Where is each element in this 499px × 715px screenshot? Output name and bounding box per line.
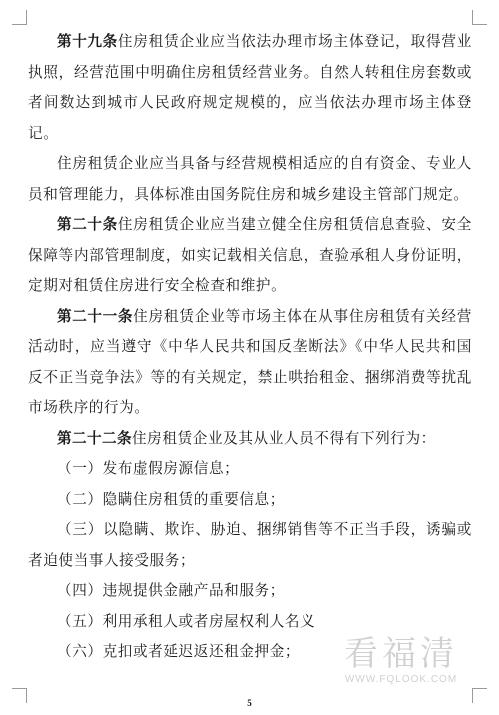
list-item: （六）克扣或者延迟返还租金押金； <box>57 643 301 660</box>
paragraph-text: 住房租赁企业及其从业人员不得有下列行为： <box>131 429 436 447</box>
page-number: 5 <box>247 698 252 708</box>
article-heading: 第二十条 <box>57 216 118 233</box>
paragraph-article-19 <box>28 27 472 149</box>
document-body <box>28 27 472 668</box>
paragraph-text: 住房租赁企业应当依法办理市场主体登记，取得营业执照，经营范围中明确住房租赁经营业务。自然人转租住房套数或者间数达到城市人民政府规定规模的，应当依法办理市场主体登记。 <box>28 33 472 142</box>
article-heading: 第十九条 <box>57 33 118 50</box>
paragraph-article-22 <box>28 424 472 455</box>
list-item: （二）隐瞒住房租赁的重要信息； <box>57 490 285 508</box>
list-item: （五）利用承租人或者房屋权利人名义 <box>57 612 316 630</box>
paragraph-article-19-part-2 <box>28 149 472 210</box>
paragraph-text: 住房租赁企业应当建立健全住房租赁信息查验、安全保障等内部管理制度，如实记载相关信息，查验承租人身份证明，定期对租赁住房进行安全检查和维护。 <box>28 216 472 294</box>
article-heading: 第二十一条 <box>57 307 134 325</box>
paragraph-text: 住房租赁企业等市场主体在从事住房租赁有关经营活动时，应当遵守《中华人民共和国反垄断法》《中华人民共和国反不正当竞争法》等的有关规定，禁止哄抬租金、捆绑消费等扰乱市场秩序的行为。 <box>28 307 472 416</box>
list-item: （三）以隐瞒、欺诈、胁迫、捆绑销售等不正当手段，诱骗或者迫使当事人接受服务； <box>28 521 472 569</box>
article-heading: 第二十二条 <box>57 429 132 447</box>
crop-mark-top-left <box>12 10 27 25</box>
watermark-text: 看福清 <box>344 634 458 674</box>
list-item: （一）发布虚假房源信息； <box>57 460 240 477</box>
paragraph-article-21 <box>28 302 472 424</box>
paragraph-text: 住房租赁企业应当具备与经营规模相适应的自有资金、专业人员和管理能力，具体标准由国务院住房和城乡建设主管部门规定。 <box>28 155 472 203</box>
paragraph-article-20 <box>28 210 472 302</box>
watermark-logo <box>323 634 479 696</box>
list-item: （四）违规提供金融产品和服务； <box>57 582 285 599</box>
crop-mark-top-right <box>472 10 487 25</box>
watermark-url: WWW.FQLOOK.COM <box>344 674 458 685</box>
